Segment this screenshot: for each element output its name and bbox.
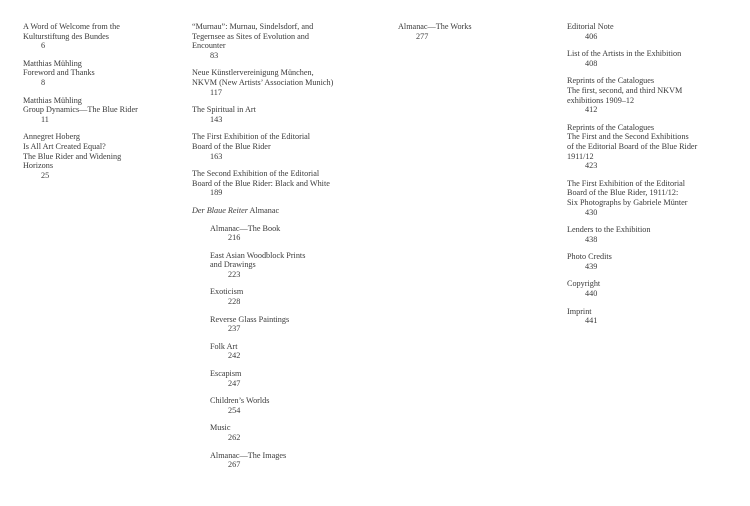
toc-entry-title-line: Almanac—The Book xyxy=(210,223,281,233)
toc-entry xyxy=(210,224,362,243)
toc-entry-page-number: 25 xyxy=(41,170,50,180)
toc-entry-title-line: Lenders to the Exhibition xyxy=(567,225,651,235)
toc-entry-title-line: Reverse Glass Paintings xyxy=(210,314,290,324)
toc-entry-title-line: Group Dynamics—The Blue Rider xyxy=(23,105,138,115)
toc-entry xyxy=(567,22,737,41)
toc-entry-title-line: Almanac—The Images xyxy=(210,450,287,460)
toc-entry-page-number: 439 xyxy=(585,261,598,271)
toc-entry xyxy=(567,252,737,271)
toc-entry-page-number: 143 xyxy=(210,114,223,124)
toc-entry-page-number: 189 xyxy=(210,188,223,198)
toc-entry xyxy=(567,307,737,326)
toc-entry-title-line: The First Exhibition of the Editorial xyxy=(192,132,311,142)
toc-entry-title-line: Six Photographs by Gabriele Münter xyxy=(567,197,688,207)
almanac-heading-italic: Der Blaue Reiter xyxy=(192,205,248,215)
toc-entry xyxy=(192,22,362,60)
toc-entry-title-line: NKVM (New Artists’ Association Munich) xyxy=(192,77,334,87)
almanac-subsection xyxy=(192,224,362,470)
toc-entry-title-line: Reprints of the Catalogues xyxy=(567,76,655,86)
toc-entry xyxy=(210,451,362,470)
toc-entry xyxy=(23,132,173,180)
toc-entry xyxy=(210,287,362,306)
toc-column-2 xyxy=(192,22,362,478)
toc-entry xyxy=(210,342,362,361)
toc-entry-title-line: Horizons xyxy=(23,161,54,171)
toc-entry-page-number: 163 xyxy=(210,151,223,161)
toc-entry-title-line: Music xyxy=(210,423,231,433)
toc-entry-title-line: and Drawings xyxy=(210,260,256,270)
toc-entry-page-number: 8 xyxy=(41,77,46,87)
toc-entry-page-number: 237 xyxy=(228,324,241,334)
toc-entry-title-line: Board of the Blue Rider, 1911/12: xyxy=(567,188,679,198)
toc-entry xyxy=(567,49,737,68)
toc-entry-title-line: Exoticism xyxy=(210,287,244,297)
almanac-heading-rest: Almanac xyxy=(247,205,280,215)
toc-entry xyxy=(210,423,362,442)
toc-entry xyxy=(23,22,173,51)
toc-entry xyxy=(210,369,362,388)
toc-entry-page-number: 6 xyxy=(41,41,46,51)
toc-entry-page-number: 277 xyxy=(416,31,429,41)
toc-entry-title-line: exhibitions 1909–12 xyxy=(567,95,635,105)
toc-entry-page-number: 83 xyxy=(210,50,219,60)
toc-entry-title-line: Tegernsee as Sites of Evolution and xyxy=(192,31,309,41)
toc-entry xyxy=(398,22,538,41)
toc-entry-title-line: The Second Exhibition of the Editorial xyxy=(192,169,320,179)
toc-column-3 xyxy=(398,22,538,49)
toc-entry xyxy=(192,105,362,124)
toc-entry-title-line: Board of the Blue Rider: Black and White xyxy=(192,178,330,188)
toc-entry-page-number: 223 xyxy=(228,269,241,279)
toc-entry-title-line: Folk Art xyxy=(210,341,238,351)
toc-entry-page-number: 262 xyxy=(228,433,241,442)
toc-column-1 xyxy=(23,22,173,188)
toc-entry-page-number: 247 xyxy=(228,378,241,388)
toc-entry-title-line: Children’s Worlds xyxy=(210,396,270,406)
toc-entry-title-line: Reprints of the Catalogues xyxy=(567,122,655,132)
toc-entry-title-line: Imprint xyxy=(567,306,592,316)
almanac-heading xyxy=(192,206,362,216)
toc-entry-page-number: 242 xyxy=(228,351,241,361)
toc-entry-title-line: Editorial Note xyxy=(567,22,614,31)
toc-entry-title-line: Foreword and Thanks xyxy=(23,68,95,78)
toc-entry-page-number: 267 xyxy=(228,460,241,470)
toc-entry-title-line: The Blue Rider and Widening xyxy=(23,151,122,161)
toc-entry-title-line: Encounter xyxy=(192,41,226,51)
toc-entry xyxy=(567,225,737,244)
toc-entry-title-line: The first, second, and third NKVM xyxy=(567,85,683,95)
toc-entry-title-line: Photo Credits xyxy=(567,252,612,262)
toc-entry-title-line: Kulturstiftung des Bundes xyxy=(23,31,109,41)
toc-entry-title-line: List of the Artists in the Exhibition xyxy=(567,49,682,59)
toc-entry-page-number: 440 xyxy=(585,289,598,299)
toc-entry xyxy=(567,76,737,114)
toc-entry-title-line: East Asian Woodblock Prints xyxy=(210,250,306,260)
toc-entry-title-line: Neue Künstlervereinigung München, xyxy=(192,68,314,78)
toc-entry xyxy=(23,96,173,125)
toc-entry xyxy=(192,68,362,97)
toc-entry xyxy=(210,315,362,334)
toc-entry-title-line: The First Exhibition of the Editorial xyxy=(567,178,686,188)
toc-entry-title-line: Escapism xyxy=(210,369,242,379)
toc-entry-page-number: 438 xyxy=(585,234,598,244)
toc-entry-title-line: The First and the Second Exhibitions xyxy=(567,132,689,142)
toc-entry xyxy=(567,123,737,171)
toc-entry-page-number: 406 xyxy=(585,31,598,41)
toc-entry-title-line: Annegret Hoberg xyxy=(23,132,80,142)
toc-entry xyxy=(567,179,737,217)
toc-entry-page-number: 11 xyxy=(41,114,49,124)
toc-entry-title-line: of the Editorial Board of the Blue Rider xyxy=(567,141,698,151)
toc-entry xyxy=(192,169,362,198)
toc-entry-title-line: Is All Art Created Equal? xyxy=(23,141,106,151)
toc-entry-page-number: 117 xyxy=(210,87,222,97)
toc-entry-title-line: Matthias Mühling xyxy=(23,58,82,68)
toc-entry-title-line: Copyright xyxy=(567,279,601,289)
toc-entry-title-line: Board of the Blue Rider xyxy=(192,141,271,151)
toc-entry-title-line: The Spiritual in Art xyxy=(192,105,256,115)
toc-entry-title-line: 1911/12 xyxy=(567,151,594,161)
toc-entry xyxy=(210,251,362,280)
toc-entry-page-number: 412 xyxy=(585,105,598,115)
toc-entry-page-number: 430 xyxy=(585,207,598,217)
toc-entry-title-line: Almanac—The Works xyxy=(398,22,472,31)
toc-column-4 xyxy=(567,22,737,334)
toc-entry-page-number: 408 xyxy=(585,58,598,68)
toc-entry xyxy=(192,132,362,161)
toc-entry-page-number: 216 xyxy=(228,233,241,243)
toc-entry-page-number: 423 xyxy=(585,161,598,171)
toc-entry-title-line: A Word of Welcome from the xyxy=(23,22,120,31)
toc-entry xyxy=(23,59,173,88)
toc-entry-page-number: 441 xyxy=(585,316,598,326)
toc-entry-title-line: “Murnau”: Murnau, Sindelsdorf, and xyxy=(192,22,314,31)
toc-entry xyxy=(567,279,737,298)
toc-entry-page-number: 228 xyxy=(228,297,241,307)
toc-entry-title-line: Matthias Mühling xyxy=(23,95,82,105)
toc-entry xyxy=(210,396,362,415)
toc-entry-page-number: 254 xyxy=(228,405,241,415)
